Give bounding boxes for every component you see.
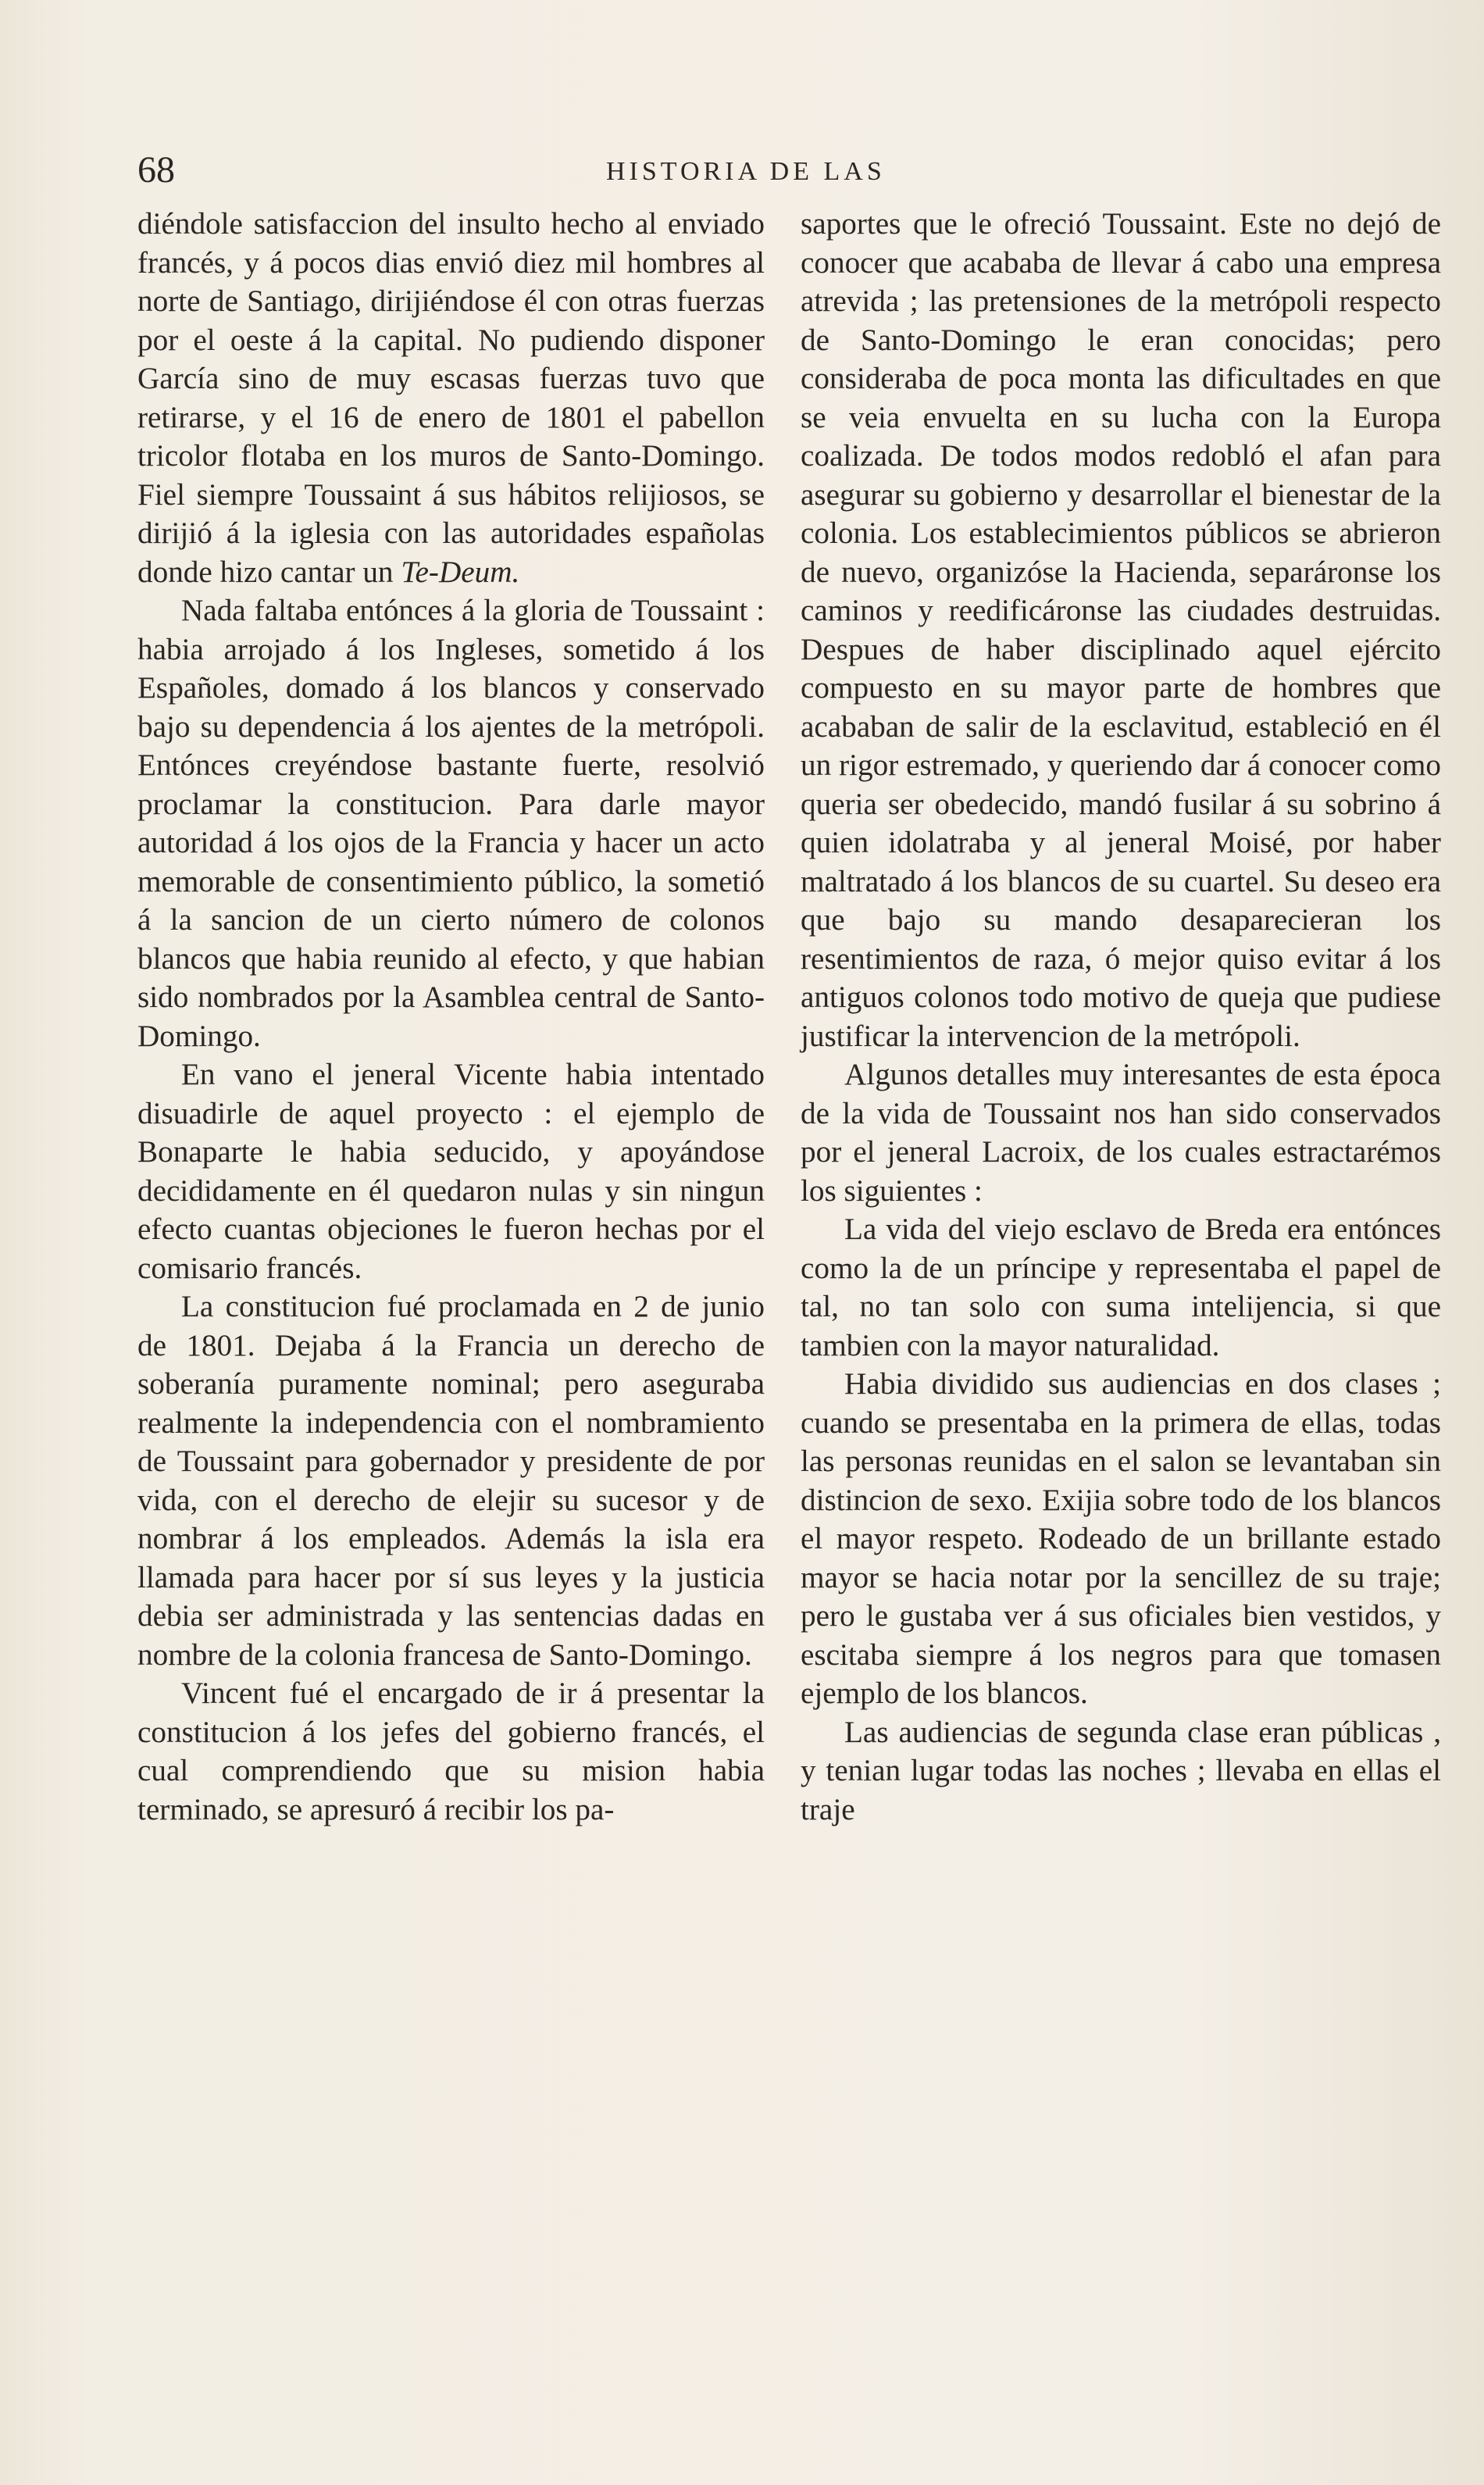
paragraph: Vincent fué el encargado de ir á presentar la constitucion á los jefes del gobierno francés, el cual comprendiendo que su mision habia terminado, se apresuró á recibir los pa- [137, 1676, 765, 1826]
paragraph: Las audiencias de segunda clase eran públicas , y tenian lugar todas las noches ; llevaba en ellas el traje [801, 1715, 1441, 1826]
running-title: HISTORIA DE LAS [606, 157, 886, 186]
paragraph: Habia dividido sus audiencias en dos clases ; cuando se presentaba en la primera de ellas, todas las personas reunidas en el salon se levantaban sin distincion de sexo. Exijia sobre todo de los blancos el mayor respeto. Rodeado de un brillante estado mayor se hacia notar por la sencillez de su traje; pero le gustaba ver á sus oficiales bien vestidos, y escitaba siempre á los negros para que tomasen ejemplo de los blancos. [801, 1367, 1441, 1710]
italic-title: Te-Deum. [401, 555, 520, 589]
paragraph [137, 205, 765, 591]
page-number: 68 [137, 149, 175, 191]
right-column [801, 205, 1441, 2439]
running-head [137, 150, 1438, 191]
paragraph: Nada faltaba entónces á la gloria de Toussaint : habia arrojado á los Ingleses, sometido á los Españoles, domado á los blancos y conservado bajo su dependencia á los ajentes de la metrópoli. Entónces creyéndose bastante fuerte, resolvió proclamar la constitucion. Para darle mayor autoridad á los ojos de la Francia y hacer un acto memorable de consentimiento público, la sometió á la sancion de un cierto número de colonos blancos que habia reunido al efecto, y que habian sido nombrados por la Asamblea central de Santo-Domingo. [137, 594, 765, 1053]
paragraph-text: diéndole satisfaccion del insulto hecho al enviado francés, y á pocos dias envió diez mil hombres al norte de Santiago, dirijiéndose él con otras fuerzas por el oeste á la capital. No pudiendo disponer García sino de muy escasas fuerzas tuvo que retirarse, y el 16 de enero de 1801 el pabellon tricolor flotaba en los muros de Santo-Domingo. Fiel siempre Toussaint á sus hábitos relijiosos, se dirijió á la iglesia con las autoridades españolas donde hizo cantar un [137, 207, 765, 589]
paragraph: La vida del viejo esclavo de Breda era entónces como la de un príncipe y representaba el papel de tal, no tan solo con suma intelijencia, si que tambien con la mayor naturalidad. [801, 1212, 1441, 1362]
paragraph: Algunos detalles muy interesantes de esta época de la vida de Toussaint nos han sido conservados por el jeneral Lacroix, de los cuales estractarémos los siguientes : [801, 1058, 1441, 1208]
left-column [137, 205, 765, 2439]
paragraph: La constitucion fué proclamada en 2 de junio de 1801. Dejaba á la Francia un derecho de soberanía puramente nominal; pero aseguraba realmente la independencia con el nombramiento de Toussaint para gobernador y presidente de por vida, con el derecho de elejir su sucesor y de nombrar á los empleados. Además la isla era llamada para hacer por sí sus leyes y la justicia debia ser administrada y las sentencias dadas en nombre de la colonia francesa de Santo-Domingo. [137, 1290, 765, 1672]
paragraph: saportes que le ofreció Toussaint. Este no dejó de conocer que acababa de llevar á cabo una empresa atrevida ; las pretensiones de la metrópoli respecto de Santo-Domingo le eran conocidas; pero consideraba de poca monta las dificultades en que se veia envuelta en su lucha con la Europa coalizada. De todos modos redobló el afan para asegurar su gobierno y desarrollar el bienestar de la colonia. Los establecimientos públicos se abrieron de nuevo, organizóse la Hacienda, separáronse los caminos y reedificáronse las ciudades destruidas. Despues de haber disciplinado aquel ejército compuesto en su mayor parte de hombres que acababan de salir de la esclavitud, estableció en él un rigor estremado, y queriendo dar á conocer como queria ser obedecido, mandó fusilar á su sobrino á quien idolatraba y al jeneral Moisé, por haber maltratado á los blancos de su cuartel. Su deseo era que bajo su mando desaparecieran los resentimientos de raza, ó mejor quiso evitar á los antiguos colonos todo motivo de queja que pudiese justificar la intervencion de la metrópoli. [801, 207, 1441, 1053]
paragraph: En vano el jeneral Vicente habia intentado disuadirle de aquel proyecto : el ejemplo de Bonaparte le habia seducido, y apoyándose decididamente en él quedaron nulas y sin ningun efecto cuantas objeciones le fueron hechas por el comisario francés. [137, 1058, 765, 1285]
